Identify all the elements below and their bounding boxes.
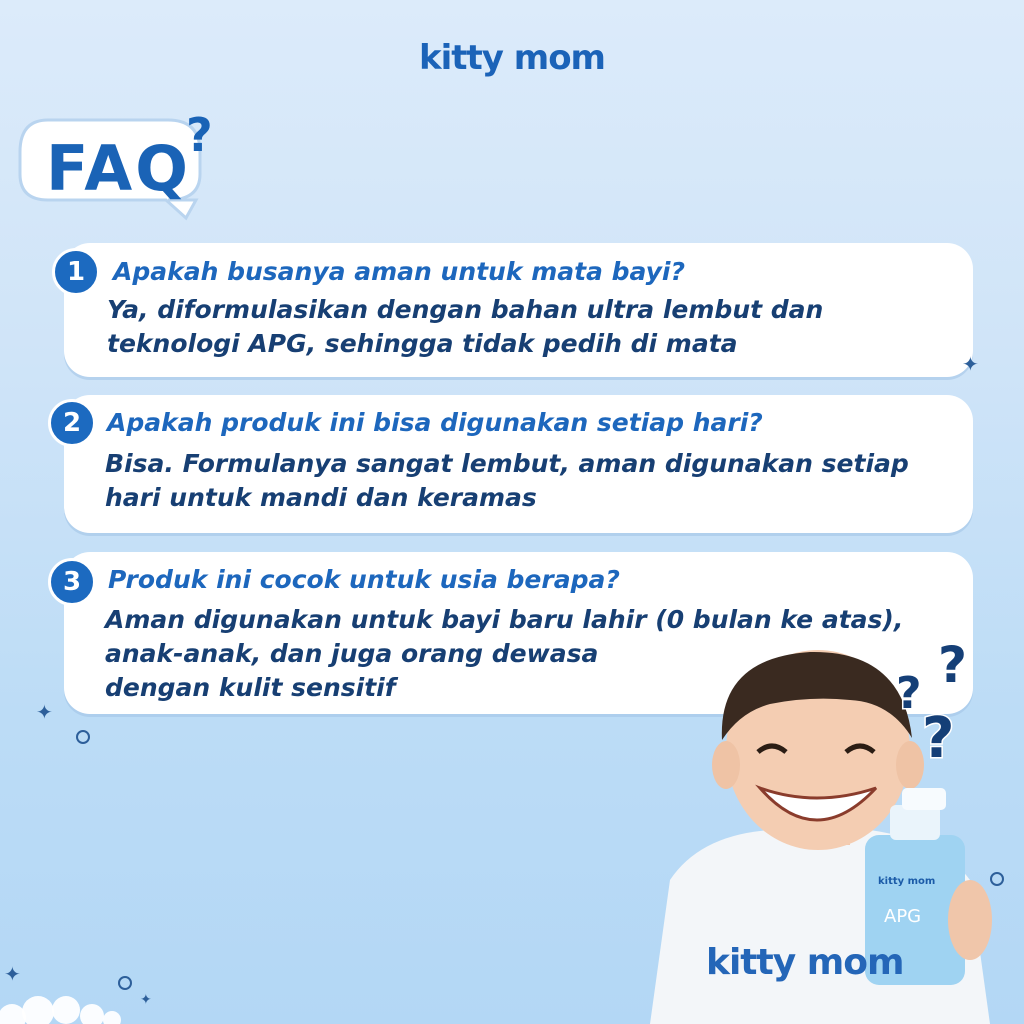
sparkle-icon: ✦ <box>4 962 21 986</box>
foam-bubbles-icon <box>0 980 130 1024</box>
faq-answer-1 <box>107 293 823 361</box>
faq-answer-2-line-2: hari untuk mandi dan keramas <box>105 483 537 512</box>
faq-answer-3-line-3: dengan kulit sensitif <box>105 673 396 702</box>
ring-icon <box>76 730 90 744</box>
faq-number-badge-2: 2 <box>48 399 96 447</box>
brand-logo: kitty mom <box>419 38 605 78</box>
faq-question-3: Produk ini cocok untuk usia berapa? <box>108 565 620 594</box>
faq-question-1: Apakah busanya aman untuk mata bayi? <box>113 257 685 286</box>
sparkle-icon: ✦ <box>36 700 53 724</box>
faq-number-badge-1: 1 <box>52 248 100 296</box>
shirt-print: kitty mom <box>706 942 904 983</box>
faq-number-badge-3: 3 <box>48 558 96 606</box>
faq-answer-3-line-1: Aman digunakan untuk bayi baru lahir (0 bulan ke atas), <box>105 605 904 634</box>
bottle-brand: kitty mom <box>878 876 936 887</box>
faq-answer-2 <box>105 447 909 515</box>
sparkle-icon: ✦ <box>962 352 979 376</box>
faq-answer-2-line-1: Bisa. Formulanya sangat lembut, aman digunakan setiap <box>105 449 909 478</box>
faq-answer-1-line-2: teknologi APG, sehingga tidak pedih di mata <box>107 329 738 358</box>
bottle-label: APG <box>884 906 922 927</box>
page-title: FAQ <box>46 132 191 205</box>
faq-answer-3-line-2: anak-anak, dan juga orang dewasa <box>105 639 599 668</box>
question-mark-icon: ? <box>896 668 922 719</box>
question-mark-icon: ? <box>938 636 968 694</box>
sparkle-icon: ✦ <box>140 992 152 1008</box>
question-mark-icon: ? <box>922 706 955 771</box>
faq-answer-1-line-1: Ya, diformulasikan dengan bahan ultra lembut dan <box>107 295 824 324</box>
faq-question-2: Apakah produk ini bisa digunakan setiap hari? <box>107 408 763 437</box>
title-question-mark: ? <box>186 108 213 162</box>
